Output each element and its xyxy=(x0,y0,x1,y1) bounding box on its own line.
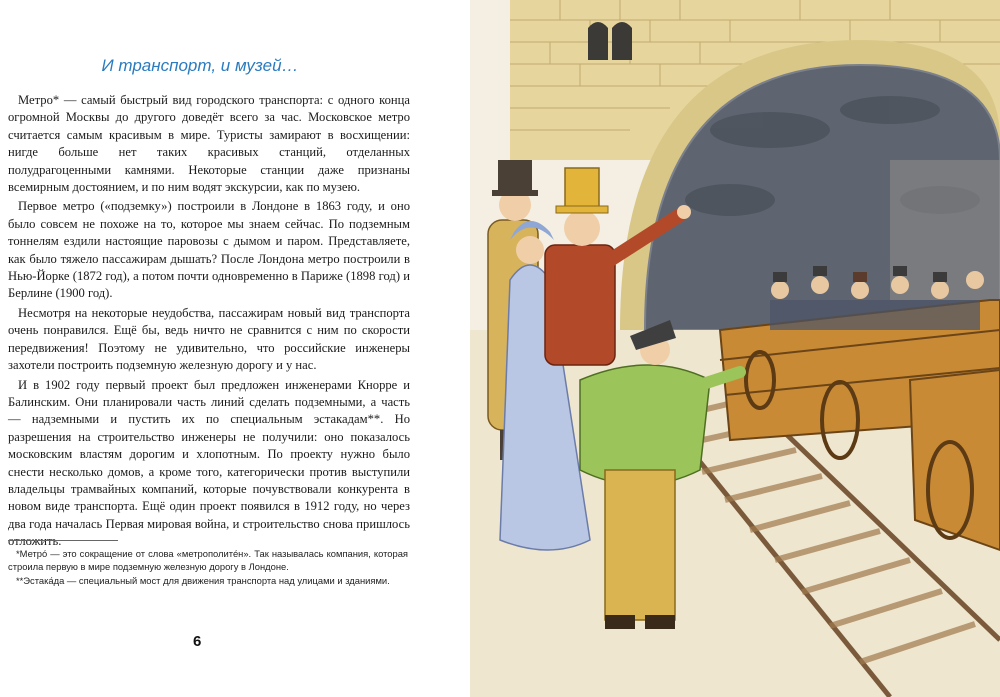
footnote: *Метро́ — это сокращение от слова «метрополите́н». Так называлась компания, которая строила первую в мире подземную железную дорогу в Лондоне. xyxy=(8,548,408,573)
paragraph: Метро* — самый быстрый вид городского транспорта: с одного конца огромной Москвы до другого доведёт всего за час. Московское метро считается самым красивым в мире. Туристы замирают в восхищении: нигде больше нет таких красивых станций, отделанных полудрагоценными камнями. Некоторые станции даже признаны всемирным достоянием, и по ним водят экскурсии, как по музею. xyxy=(8,93,410,195)
footnote: **Эстака́да — специальный мост для движения транспорта над улицами и зданиями. xyxy=(16,574,390,586)
wall-window xyxy=(588,22,608,60)
page-number: 6 xyxy=(193,633,202,650)
footnote-divider xyxy=(8,540,118,541)
illustration xyxy=(470,0,1000,697)
wall-window xyxy=(612,22,632,60)
body-text xyxy=(8,92,410,553)
text-page xyxy=(0,0,470,697)
footnotes xyxy=(8,547,408,587)
chapter-title: И транспорт, и музей… xyxy=(101,56,299,75)
paragraph: И в 1902 году первый проект был предложен инженерами Кнорре и Балинским. Они планировали часть линий сделать подземными, а часть — надземными и пустить их по специальным эстакадам**. Но разрешения на строительство инженеры не получили: оно показалось московским властям дорогим и хлопотным. По проекту нужно было снести несколько домов, а кроме того, категорически против выступили владельцы трамвайных компаний, которые почувствовали конкурента в новом виде транспорта. Ещё один проект появился в 1912 году, но через два года началась Первая мировая война, и строительство снова пришлось отложить. xyxy=(8,377,410,549)
paragraph: Несмотря на некоторые неудобства, пассажирам новый вид транспорта очень понравился. Ещё бы, ведь ничто не сравнится с ним по скорости передвижения! Поэтому не удивительно, что российские инженеры захотели построить подземную железную дорогу и у нас. xyxy=(8,305,410,373)
paragraph: Первое метро («подземку») построили в Лондоне в 1863 году, и оно было совсем не похоже на то, которое мы знаем сейчас. По подземным тоннелям ездили настоящие паровозы с дымом и паром. Представляете, как было тяжело пассажирам дышать? После Лондона метро построили в Нью-Йорке (1872 год), а потом почти одновременно в Париже (1898 год) и Берлине (1900 год). xyxy=(8,199,410,301)
tunnel-illustration xyxy=(470,0,1000,697)
